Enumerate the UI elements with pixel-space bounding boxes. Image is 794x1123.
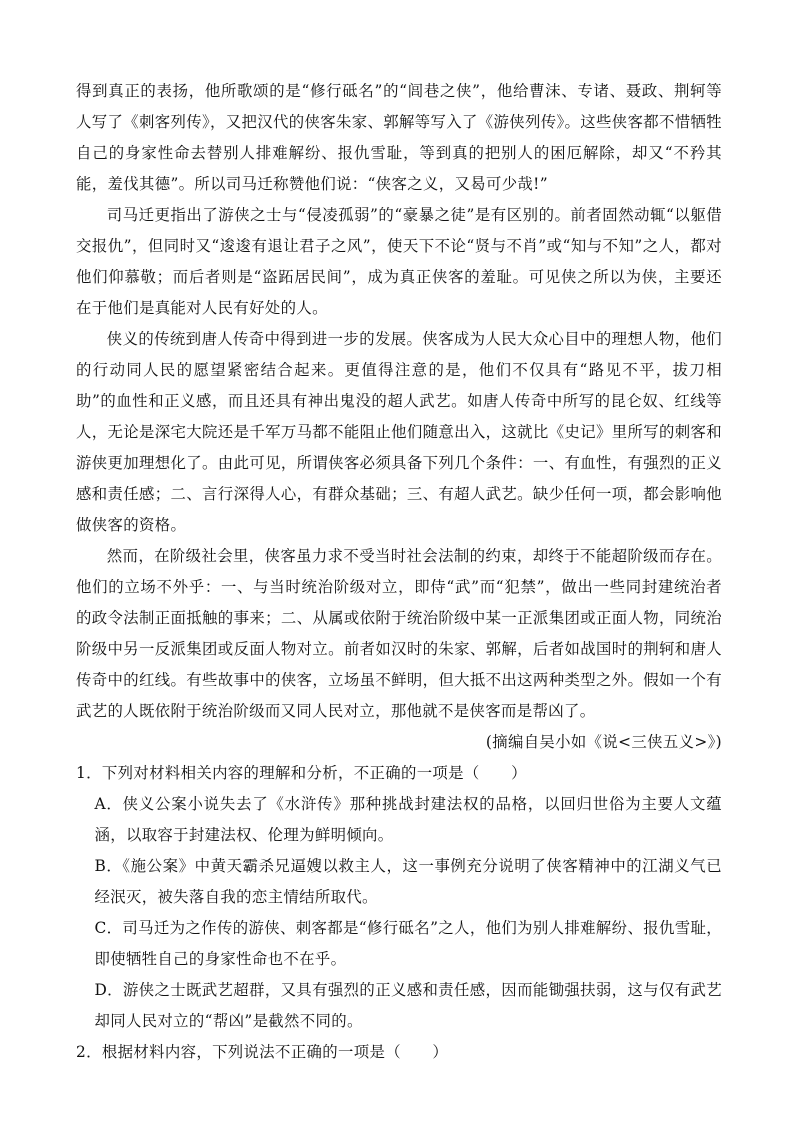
passage-paragraph: 侠义的传统到唐人传奇中得到进一步的发展。侠客成为人民大众心目中的理想人物，他们的行动同人民的愿望紧密结合起来。更值得注意的是，他们不仅具有“路见不平，拔刀相助”的血性和正义感，而且还具有神出鬼没的超人武艺。如唐人传奇中所写的昆仑奴、红线等人，无论是深宅大院还是千军万马都不能阻止他们随意出入，这就比《史记》里所写的刺客和游侠更加理想化了。由此可见，所谓侠客必须具备下列几个条件：一、有血性，有强烈的正义感和责任感；二、言行深得人心，有群众基础；三、有超人武艺。缺少任何一项，都会影响他做侠客的资格。	[76, 330, 722, 534]
question-1-option-a: A．侠义公案小说失去了《水浒传》那种挑战封建法权的品格，以回归世俗为主要人文蕴涵，以取容于封建法权、伦理为鲜明倾向。	[94, 795, 722, 844]
passage-paragraph: 然而，在阶级社会里，侠客虽力求不受当时社会法制的约束，却终于不能超阶级而存在。他们的立场不外乎：一、与当时统治阶级对立，即侍“武”而“犯禁”，做出一些同封建统治者的政令法制正面抵触的事来；二、从属或依附于统治阶级中某一正派集团或正面人物，同统治阶级中另一反派集团或反面人物对立。前者如汉时的朱家、郭解，后者如战国时的荆轲和唐人传奇中的红线。有些故事中的侠客，立场虽不鲜明，但大抵不出这两种类型之外。假如一个有武艺的人既依附于统治阶级而又同人民对立，那他就不是侠客而是帮凶了。	[76, 547, 722, 720]
question-1-option-d: D．游侠之士既武艺超群，又具有强烈的正义感和责任感，因而能锄强扶弱，这与仅有武艺却同人民对立的“帮凶”是截然不同的。	[94, 981, 722, 1030]
passage-source: (摘编自吴小如《说<三侠五义>》)	[485, 733, 722, 751]
passage-paragraph: 得到真正的表扬，他所歌颂的是“修行砥名”的“闾巷之侠”，他给曹沫、专诸、聂政、荆轲等人写了《刺客列传》，又把汉代的侠客朱家、郭解等写入了《游侠列传》。这些侠客都不惜牺牲自己的身家性命去替别人排难解纷、报仇雪耻，等到真的把别人的困厄解除，却又“不矜其能，羞伐其德”。所以司马迁称赞他们说：“侠客之义，又曷可少哉!”	[76, 82, 722, 193]
question-1-option-c: C．司马迁为之作传的游侠、刺客都是“修行砥名”之人，他们为别人排难解纷、报仇雪耻，即使牺牲自己的身家性命也不在乎。	[94, 919, 722, 968]
question-2-stem: 2．根据材料内容，下列说法不正确的一项是（ ）	[76, 1043, 449, 1061]
question-1-stem: 1．下列对材料相关内容的理解和分析，不正确的一项是（ ）	[76, 764, 527, 782]
document-body	[76, 76, 722, 1068]
passage-paragraph: 司马迁更指出了游侠之士与“侵凌孤弱”的“豪暴之徒”是有区别的。前者固然动辄“以躯借交报仇”，但同时又“逡逡有退让君子之风”，使天下不论“贤与不肖”或“知与不知”之人，都对他们仰慕敬；而后者则是“盗跖居民间”，成为真正侠客的羞耻。可见侠之所以为侠，主要还在于他们是真能对人民有好处的人。	[76, 206, 722, 317]
question-1-option-b: B．《施公案》中黄天霸杀兄逼嫂以救主人，这一事例充分说明了侠客精神中的江湖义气已经泯灭，被失落自我的恋主情结所取代。	[94, 857, 722, 906]
